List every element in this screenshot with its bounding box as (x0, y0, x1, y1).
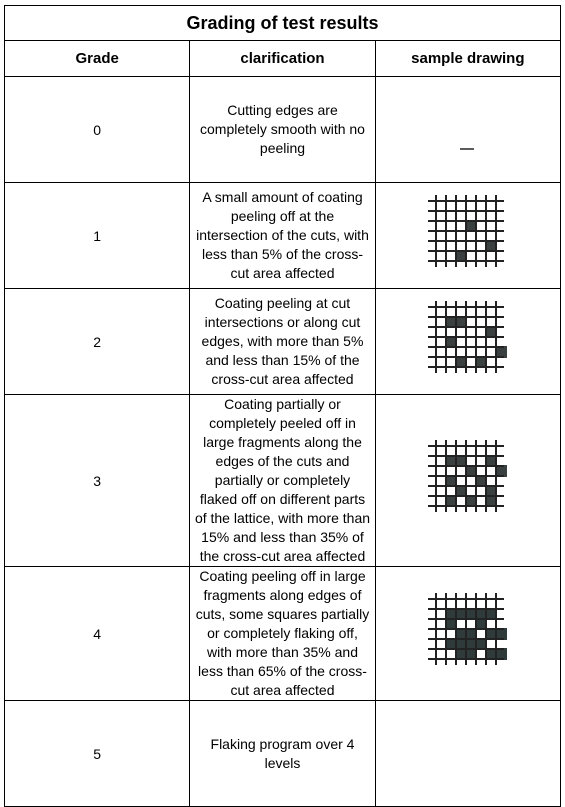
grade-cell: 0 (5, 77, 190, 183)
clarification-text: A small amount of coating peeling off at the intersection of the cuts, with less than 5% of the cross-cut area affected (196, 189, 369, 281)
header-row (5, 41, 561, 77)
column-header-clarification: clarification (190, 41, 375, 77)
table-row (5, 567, 561, 701)
grade-cell: 2 (5, 289, 190, 395)
crosscut-grade-2-icon (418, 297, 518, 387)
table-row (5, 701, 561, 807)
sample-drawing-cell (375, 567, 560, 701)
crosscut-grade-1-icon (418, 191, 518, 281)
grade-cell: 4 (5, 567, 190, 701)
clarification-text: Coating peeling at cut intersections or along cut edges, with more than 5% and less than 15% of the cross-cut area affected (201, 295, 364, 387)
grade-cell: 5 (5, 701, 190, 807)
smooth-cut-mark-icon (418, 85, 518, 175)
table-row (5, 183, 561, 289)
sample-drawing-cell (375, 183, 560, 289)
grade-cell: 3 (5, 395, 190, 567)
clarification-text: Cutting edges are completely smooth with no peeling (200, 102, 365, 156)
column-header-sample-drawing: sample drawing (375, 41, 560, 77)
clarification-text: Flaking program over 4 levels (210, 735, 355, 771)
sample-drawing-cell (375, 289, 560, 395)
clarification-cell (190, 567, 375, 701)
clarification-cell (190, 289, 375, 395)
clarification-cell (190, 701, 375, 807)
table-row (5, 289, 561, 395)
sample-drawing-cell (375, 77, 560, 183)
clarification-text: Coating peeling off in large fragments along edges of cuts, some squares partially or completely flaking off, with more than 35% and less than 65% of the cross-cut area affected (195, 568, 370, 698)
table-row (5, 77, 561, 183)
column-header-grade: Grade (5, 41, 190, 77)
grade-cell: 1 (5, 183, 190, 289)
clarification-cell (190, 77, 375, 183)
sample-drawing-cell (375, 395, 560, 567)
crosscut-grade-4-icon (418, 589, 518, 679)
crosscut-grade-3-icon (418, 436, 518, 526)
clarification-cell (190, 183, 375, 289)
grading-table (4, 5, 561, 807)
clarification-cell (190, 395, 375, 567)
title-row (5, 6, 561, 41)
table-title: Grading of test results (5, 6, 561, 41)
sample-drawing-cell (375, 701, 560, 807)
clarification-text: Coating partially or completely peeled off in large fragments along the edges of the cuts and partially or completely flaked off on different parts of the lattice, with more than 15% and less than 35% of the cross-cut area affected (194, 396, 371, 564)
table-row (5, 395, 561, 567)
